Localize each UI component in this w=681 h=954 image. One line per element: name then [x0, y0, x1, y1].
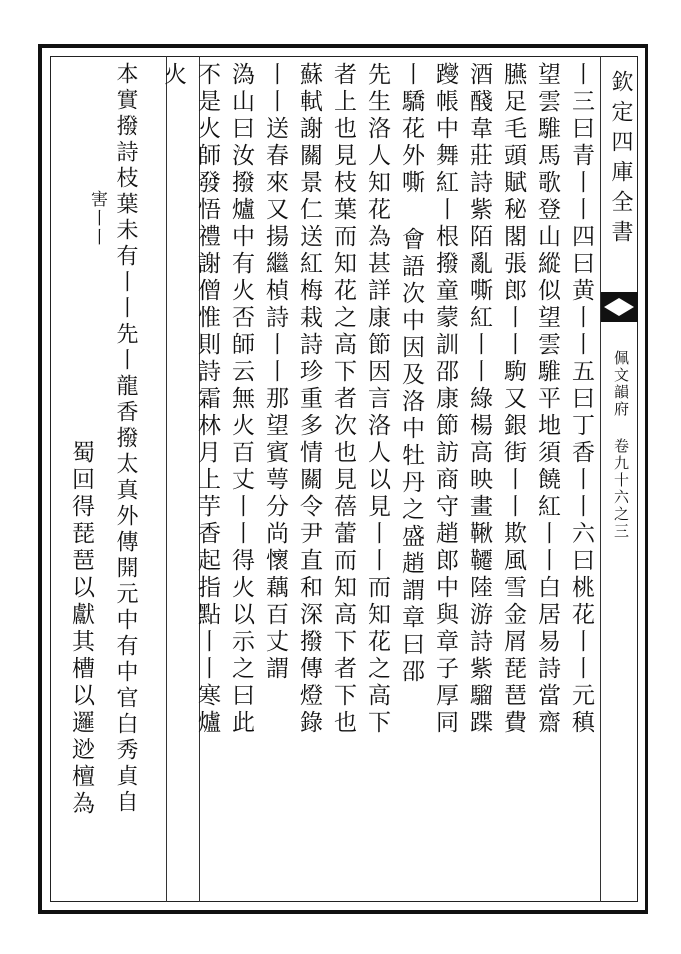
- volume-label: [611, 350, 632, 540]
- fish-tail-icon: [600, 292, 638, 322]
- text-column: 丨三曰青丨丨四曰黄丨丨五曰丁香丨丨六曰桃花丨丨元稹: [568, 62, 594, 737]
- text-column: 本實撥詩枝葉未有丨丨先丨龍香撥太真外傳開元中有中官白秀貞自: [113, 62, 138, 816]
- text-column: 蘇軾謝關景仁送紅梅栽詩珍重多情關令尹直和深撥傳燈錄: [296, 62, 322, 737]
- text-column: 蜀回得琵琶以獻其槽以邏逤檀為: [68, 440, 94, 818]
- text-column: 先生洛人知花為甚詳康節因言洛人以見丨丨而知花之高下: [364, 62, 390, 737]
- text-column: 望雲騅馬歌登山縱似望雲騅平地須饒紅丨丨白居易詩當齋: [534, 62, 560, 737]
- text-column: 躞帳中舞紅丨根撥童蒙訓邵康節訪商守趙郎中與章子厚同: [432, 62, 458, 737]
- text-column: 臙足毛頭賦秘閣張郎丨丨駒又銀街丨丨欺風雪金屑琵琶費: [500, 62, 526, 737]
- text-column: 火: [160, 62, 186, 89]
- text-column: 丨驕花外嘶 會語次中因及洛中牡丹之盛趙謂章曰邵: [398, 62, 424, 686]
- text-column: 酒醆韋莊詩紫陌亂嘶紅丨丨綠楊高映畫鞦韆陸游詩紫騮蹀: [466, 62, 492, 737]
- text-column: 者上也見枝葉而知花之高下者次也見蓓蕾而知高下者下也: [330, 62, 356, 737]
- text-column: 害丨丨: [87, 190, 107, 247]
- book-name: 佩文韻府: [612, 350, 630, 418]
- volume-number: 卷九十六之三: [612, 438, 630, 540]
- column-rule: [600, 56, 601, 902]
- book-title: 欽定四庫全書: [608, 70, 633, 250]
- text-column: 溈山曰汝撥爐中有火否師云無火百丈丨丨得火以示之曰此: [228, 62, 254, 737]
- text-column: 丨丨送春來又揚繼楨詩丨丨那望賓萼分尚懷藕百丈謂: [262, 62, 288, 683]
- text-column: 不是火師發悟禮謝僧惟則詩霜林月上芋香起指點丨丨寒爐: [194, 62, 220, 737]
- column-rule: [166, 56, 167, 902]
